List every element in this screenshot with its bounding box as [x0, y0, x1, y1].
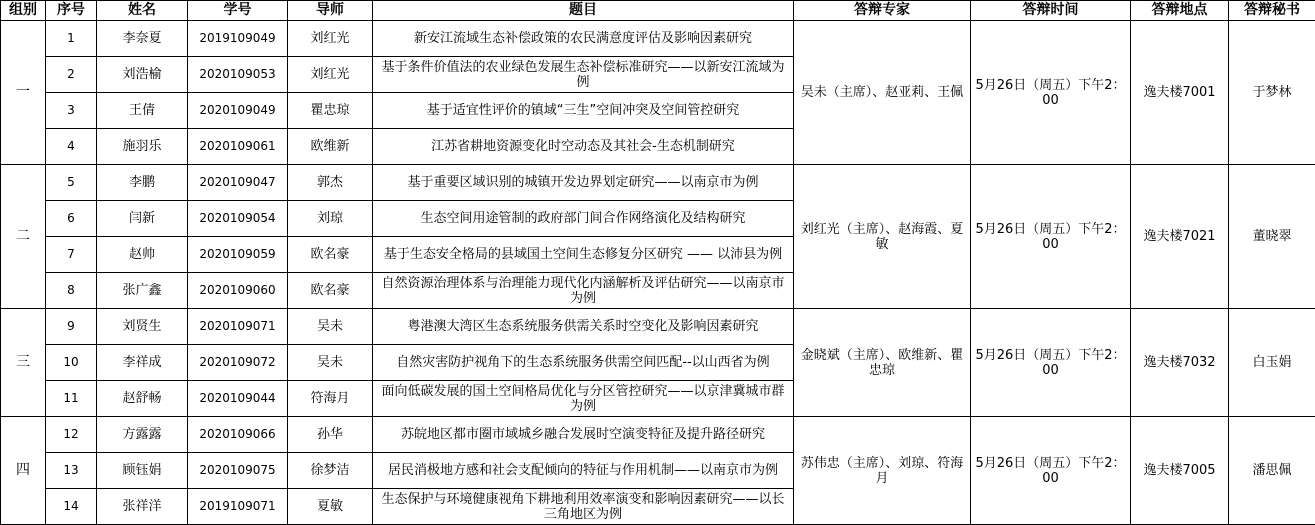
table-row [1, 165, 1315, 201]
header-group: 组别 [1, 1, 46, 21]
thesis-title: 基于适宜性评价的镇域“三生”空间冲突及空间管控研究 [373, 93, 794, 129]
student-id: 2019109071 [188, 489, 288, 525]
header-name: 姓名 [97, 1, 188, 21]
group-name: 一 [1, 21, 46, 165]
defense-time: 5月26日（周五）下午2：00 [971, 417, 1131, 525]
advisor-name: 欧维新 [288, 129, 373, 165]
student-id: 2020109061 [188, 129, 288, 165]
header-student-id: 学号 [188, 1, 288, 21]
student-number: 8 [46, 273, 97, 309]
group-name: 四 [1, 417, 46, 525]
header-row [1, 1, 1315, 21]
student-id: 2020109075 [188, 453, 288, 489]
student-name: 刘贤生 [97, 309, 188, 345]
advisor-name: 郭杰 [288, 165, 373, 201]
thesis-title: 苏皖地区都市圈市域城乡融合发展时空演变特征及提升路径研究 [373, 417, 794, 453]
thesis-title: 居民消极地方感和社会支配倾向的特征与作用机制——以南京市为例 [373, 453, 794, 489]
student-id: 2020109059 [188, 237, 288, 273]
student-id: 2020109049 [188, 93, 288, 129]
table-row [1, 21, 1315, 57]
student-name: 施羽乐 [97, 129, 188, 165]
student-number: 9 [46, 309, 97, 345]
student-name: 赵帅 [97, 237, 188, 273]
student-id: 2020109071 [188, 309, 288, 345]
thesis-title: 基于条件价值法的农业绿色发展生态补偿标准研究——以新安江流域为例 [373, 57, 794, 93]
thesis-title: 生态保护与环境健康视角下耕地利用效率演变和影响因素研究——以长三角地区为例 [373, 489, 794, 525]
student-id: 2020109044 [188, 381, 288, 417]
student-number: 14 [46, 489, 97, 525]
student-id: 2020109047 [188, 165, 288, 201]
advisor-name: 符海月 [288, 381, 373, 417]
thesis-title: 新安江流域生态补偿政策的农民满意度评估及影响因素研究 [373, 21, 794, 57]
defense-experts: 苏伟忠（主席）、刘琼、符海月 [794, 417, 971, 525]
student-number: 10 [46, 345, 97, 381]
student-name: 王倩 [97, 93, 188, 129]
defense-secretary: 潘思佩 [1229, 417, 1315, 525]
defense-experts: 金晓斌（主席）、欧维新、瞿忠琼 [794, 309, 971, 417]
student-name: 张祥洋 [97, 489, 188, 525]
group-name: 二 [1, 165, 46, 309]
header-location: 答辩地点 [1131, 1, 1229, 21]
header-time: 答辩时间 [971, 1, 1131, 21]
defense-location: 逸夫楼7032 [1131, 309, 1229, 417]
advisor-name: 吴未 [288, 309, 373, 345]
student-number: 6 [46, 201, 97, 237]
defense-experts: 刘红光（主席）、赵海霞、夏敏 [794, 165, 971, 309]
student-name: 张广鑫 [97, 273, 188, 309]
student-id: 2020109060 [188, 273, 288, 309]
advisor-name: 徐梦洁 [288, 453, 373, 489]
thesis-title: 江苏省耕地资源变化时空动态及其社会-生态机制研究 [373, 129, 794, 165]
thesis-title: 基于生态安全格局的县域国土空间生态修复分区研究 —— 以沛县为例 [373, 237, 794, 273]
advisor-name: 夏敏 [288, 489, 373, 525]
advisor-name: 瞿忠琼 [288, 93, 373, 129]
table-row [1, 309, 1315, 345]
defense-location: 逸夫楼7005 [1131, 417, 1229, 525]
student-name: 李祥成 [97, 345, 188, 381]
student-id: 2020109066 [188, 417, 288, 453]
student-name: 李鹏 [97, 165, 188, 201]
student-id: 2020109054 [188, 201, 288, 237]
student-name: 刘浩榆 [97, 57, 188, 93]
student-number: 1 [46, 21, 97, 57]
student-name: 方露露 [97, 417, 188, 453]
advisor-name: 孙华 [288, 417, 373, 453]
defense-experts: 吴未（主席）、赵亚莉、王佩 [794, 21, 971, 165]
defense-location: 逸夫楼7001 [1131, 21, 1229, 165]
defense-time: 5月26日（周五）下午2：00 [971, 21, 1131, 165]
student-number: 11 [46, 381, 97, 417]
student-name: 闫新 [97, 201, 188, 237]
defense-time: 5月26日（周五）下午2：00 [971, 309, 1131, 417]
student-id: 2020109053 [188, 57, 288, 93]
student-id: 2019109049 [188, 21, 288, 57]
student-name: 赵舒畅 [97, 381, 188, 417]
advisor-name: 欧名豪 [288, 273, 373, 309]
thesis-title: 生态空间用途管制的政府部门间合作网络演化及结构研究 [373, 201, 794, 237]
advisor-name: 刘红光 [288, 21, 373, 57]
header-secretary: 答辩秘书 [1229, 1, 1315, 21]
student-number: 7 [46, 237, 97, 273]
header-number: 序号 [46, 1, 97, 21]
header-title: 题目 [373, 1, 794, 21]
student-number: 3 [46, 93, 97, 129]
student-number: 5 [46, 165, 97, 201]
advisor-name: 吴未 [288, 345, 373, 381]
student-name: 顾钰娟 [97, 453, 188, 489]
header-experts: 答辩专家 [794, 1, 971, 21]
advisor-name: 刘红光 [288, 57, 373, 93]
defense-secretary: 于梦林 [1229, 21, 1315, 165]
group-name: 三 [1, 309, 46, 417]
header-advisor: 导师 [288, 1, 373, 21]
table-row [1, 417, 1315, 453]
student-id: 2020109072 [188, 345, 288, 381]
thesis-title: 基于重要区域识别的城镇开发边界划定研究——以南京市为例 [373, 165, 794, 201]
student-number: 12 [46, 417, 97, 453]
defense-secretary: 白玉娟 [1229, 309, 1315, 417]
student-number: 4 [46, 129, 97, 165]
student-number: 13 [46, 453, 97, 489]
defense-location: 逸夫楼7021 [1131, 165, 1229, 309]
student-number: 2 [46, 57, 97, 93]
defense-time: 5月26日（周五）下午2：00 [971, 165, 1131, 309]
student-name: 李奈夏 [97, 21, 188, 57]
advisor-name: 刘琼 [288, 201, 373, 237]
thesis-title: 自然资源治理体系与治理能力现代化内涵解析及评估研究——以南京市为例 [373, 273, 794, 309]
thesis-title: 粤港澳大湾区生态系统服务供需关系时空变化及影响因素研究 [373, 309, 794, 345]
thesis-title: 面向低碳发展的国土空间格局优化与分区管控研究——以京津冀城市群为例 [373, 381, 794, 417]
defense-secretary: 董晓翠 [1229, 165, 1315, 309]
advisor-name: 欧名豪 [288, 237, 373, 273]
thesis-title: 自然灾害防护视角下的生态系统服务供需空间匹配--以山西省为例 [373, 345, 794, 381]
